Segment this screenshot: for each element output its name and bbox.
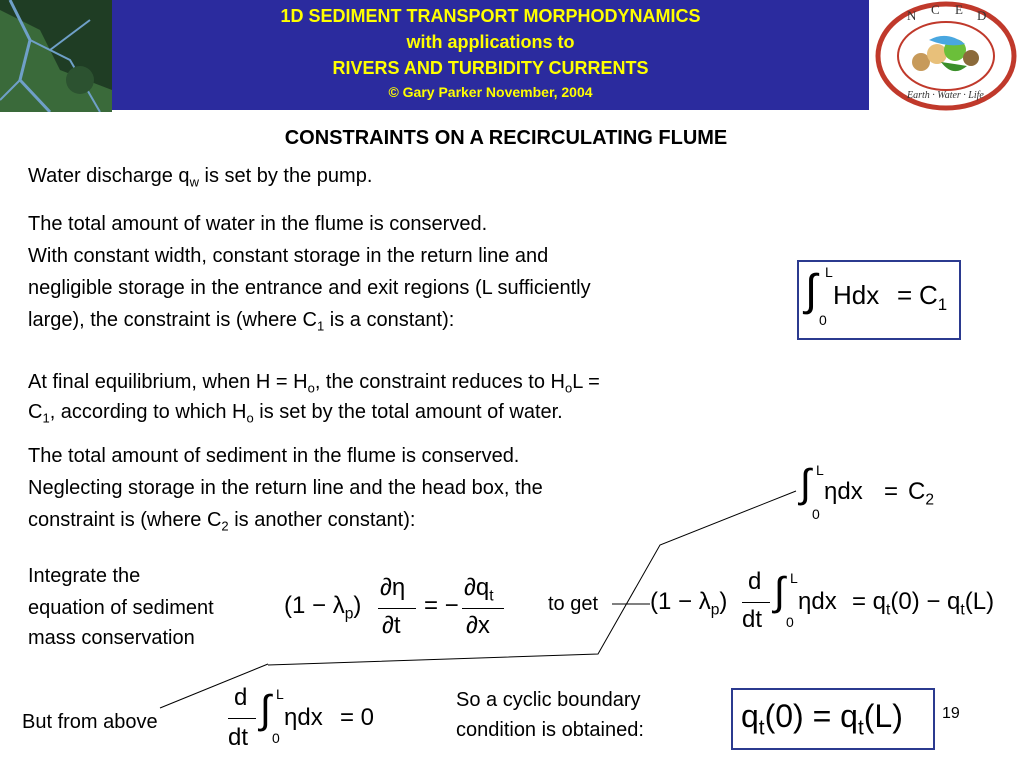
slide-title: CONSTRAINTS ON A RECIRCULATING FLUME bbox=[284, 127, 728, 149]
integrated-exner-equation bbox=[650, 566, 1022, 640]
fraction-bar bbox=[378, 608, 416, 609]
integral-lower-limit: 0 bbox=[819, 312, 827, 328]
logo-letter-e: E bbox=[955, 2, 963, 17]
integral-upper-limit: L bbox=[825, 264, 833, 280]
water-constraint-equation bbox=[797, 260, 961, 340]
integrate-line1: Integrate the bbox=[28, 565, 141, 587]
porosity-factor: $(1 - \lambda_p)$ bbox=[284, 592, 362, 623]
header-title-line1: 1D SEDIMENT TRANSPORT MORPHODYNAMICS bbox=[280, 6, 701, 26]
derivative-d: d bbox=[234, 684, 248, 711]
numerator-deta: ∂η bbox=[380, 574, 406, 601]
sediment-conserved-line2: Neglecting storage in the return line and the head box, the bbox=[28, 477, 543, 499]
sediment-conserved-line1: The total amount of sediment in the flume is conserved. bbox=[28, 445, 520, 467]
integral-lower-limit: 0 bbox=[272, 730, 280, 746]
cyclic-boundary-condition bbox=[731, 688, 935, 750]
fraction-bar bbox=[742, 602, 770, 603]
integral-sign: ∫ bbox=[260, 688, 271, 732]
numerator-dqt: $\partial q_t$ bbox=[464, 574, 494, 605]
logo-bottom-text: Earth · Water · Life bbox=[907, 90, 984, 101]
water-conserved-line3: negligible storage in the entrance and exit regions (L sufficiently bbox=[28, 277, 591, 299]
integral-sign: ∫ bbox=[800, 462, 811, 506]
header-title-line3: RIVERS AND TURBIDITY CURRENTS bbox=[332, 58, 649, 78]
logo-letter-c: C bbox=[931, 2, 940, 17]
cyclic-line1: So a cyclic boundary bbox=[456, 689, 641, 711]
header-copyright: © Gary Parker November, 2004 bbox=[388, 84, 593, 100]
logo-letter-n: N bbox=[907, 8, 917, 23]
exner-equation bbox=[284, 574, 524, 646]
sediment-constraint-equation bbox=[800, 462, 950, 524]
equals-minus: = − bbox=[424, 592, 459, 619]
water-conserved-line4: large), the constraint is (where $C_1$ is a constant): bbox=[28, 309, 455, 334]
integral-lower-limit: 0 bbox=[786, 614, 794, 630]
to-get-label: to get bbox=[548, 593, 599, 615]
zero-change-equation bbox=[228, 684, 398, 764]
integrand: ηdx bbox=[284, 704, 323, 731]
integrate-line3: mass conservation bbox=[28, 627, 195, 649]
equilibrium-line1: At final equilibrium, when $H = H_o$, the constraint reduces to $H_oL$ = bbox=[28, 371, 600, 396]
integrand: ηdx bbox=[824, 478, 863, 505]
flux-difference: = $q_t(0) - q_t(L)$ bbox=[852, 588, 995, 619]
water-conserved-line1: The total amount of water in the flume is conserved. bbox=[28, 213, 488, 235]
integral-sign: ∫ bbox=[805, 266, 818, 315]
water-discharge-text: Water discharge $q_w$ is set by the pump. bbox=[28, 165, 373, 190]
constant-c1: $C_1$ bbox=[919, 280, 948, 314]
porosity-factor: $(1 - \lambda_p)$ bbox=[650, 588, 728, 619]
page-number: 19 bbox=[942, 705, 960, 722]
integrand: ηdx bbox=[798, 588, 837, 615]
logo-letter-d: D bbox=[977, 8, 987, 23]
boundary-equation: $q_t(0) = q_t(L)$ bbox=[741, 698, 903, 740]
denominator-dt: ∂t bbox=[382, 612, 401, 639]
cyclic-line2: condition is obtained: bbox=[456, 719, 644, 741]
integral-upper-limit: L bbox=[816, 462, 824, 478]
integral-upper-limit: L bbox=[790, 570, 798, 586]
derivative-dt: dt bbox=[742, 606, 763, 633]
integrate-line2: equation of sediment bbox=[28, 597, 214, 619]
equals-sign: = bbox=[884, 478, 899, 505]
fraction-bar bbox=[462, 608, 504, 609]
fraction-bar bbox=[228, 718, 256, 719]
water-conserved-line2: With constant width, constant storage in the return line and bbox=[28, 245, 549, 267]
sediment-conserved-line3: constraint is (where $C_2$ is another constant): bbox=[28, 509, 416, 534]
equals-sign: = bbox=[897, 280, 913, 310]
derivative-dt: dt bbox=[228, 724, 249, 751]
header-title-line2: with applications to bbox=[406, 32, 575, 52]
denominator-dx: ∂x bbox=[466, 612, 490, 639]
integral-upper-limit: L bbox=[276, 686, 284, 702]
integrand: Hdx bbox=[833, 280, 880, 310]
but-from-above-label: But from above bbox=[22, 711, 158, 733]
equals-zero: = 0 bbox=[340, 704, 375, 731]
equilibrium-line2: $C_1$, according to which $H_o$ is set by the total amount of water. bbox=[28, 401, 563, 426]
constant-c2: $C_2$ bbox=[908, 478, 935, 509]
integral-sign: ∫ bbox=[774, 570, 785, 614]
derivative-d: d bbox=[748, 568, 762, 595]
integral-lower-limit: 0 bbox=[812, 506, 820, 522]
